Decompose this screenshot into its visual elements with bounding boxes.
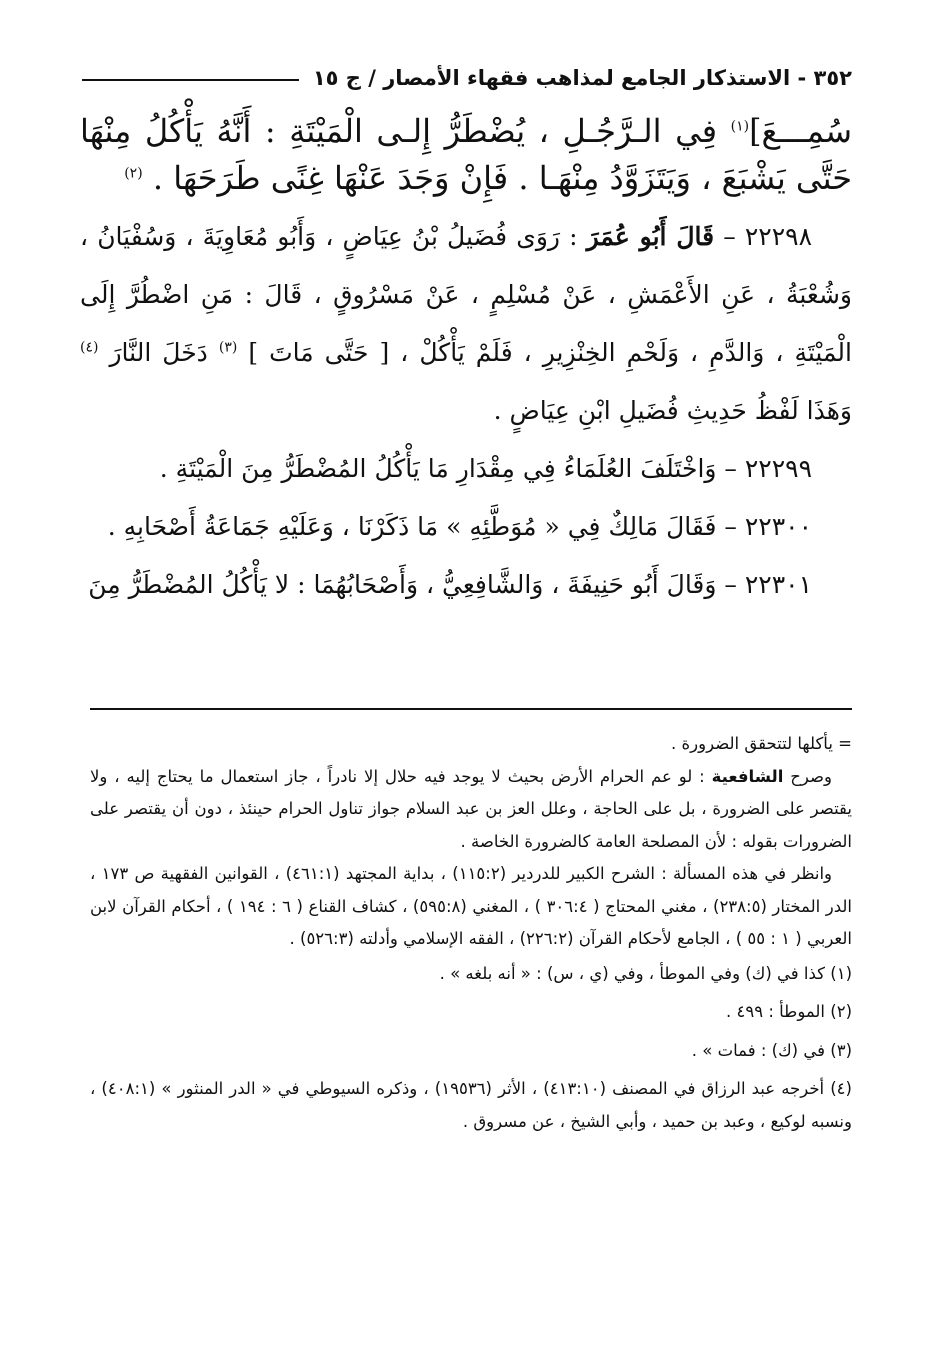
note-text: وصرح	[783, 766, 833, 786]
footnote-2: (٢) الموطأ : ٤٩٩ .	[726, 1002, 852, 1021]
footnote-4: (٤) أخرجه عبد الرزاق في المصنف (٤١٣:١٠) ، الأثر (١٩٥٣٦) ، وذكره السيوطي في « الدر المنثور » (٤٠٨:١) ، ونسبه لوكيع ، وعبد بن حميد ، وأبي الشيخ ، عن مسروق .	[90, 1079, 852, 1131]
opening-text: فِي الـرَّجُـلِ ، يُضْطَرُّ إِلـى الْمَيْتَةِ : أَنَّهُ يَأْكُلُ مِنْهَا حَتَّى يَشْبَعَ ، وَيَتَزَوَّدُ مِنْهَـا . فَإِنْ وَجَدَ عَنْهَا غِنًى طَرَحَهَا .	[80, 112, 852, 197]
footnote-rule	[90, 708, 852, 710]
footnote-ref-3: (٣)	[218, 339, 238, 356]
footnote-1: (١) كذا في (ك) وفي الموطأ ، وفي (ي ، س) : « أنه بلغه » .	[439, 963, 852, 983]
note-bold-term: الشافعية	[711, 766, 784, 786]
note-references: وانظر في هذه المسألة : الشرح الكبير للدردير (١١٥:٢) ، بداية المجتهد (٤٦١:١) ، القوانين الفقهية ص ١٧٣ ، الدر المختار (٢٣٨:٥) ، مغني المحتاج ( ٣٠٦:٤ ) ، المغني (٥٩٥:٨) ، كشاف القناع ( ٦ : ١٩٤ ) ، أحكام القرآن لابن العربي ( ١ : ٥٥ ) ، الجامع لأحكام القرآن (٢٢٦:٢) ، الفقه الإسلامي وأدلته (٥٢٦:٣) .	[90, 864, 852, 948]
main-text	[80, 108, 852, 614]
footnote-3: (٣) في (ك) : فمات » .	[691, 1040, 852, 1060]
footnote-ref-1: (١)	[730, 118, 750, 135]
paragraph-number: ٢٢٢٩٨ –	[714, 222, 812, 251]
footnotes	[90, 728, 852, 1138]
paragraph-text: وَهَذَا لَفْظُ حَدِيثِ فُضَيلِ ابْنِ عِيَاضٍ .	[493, 396, 852, 425]
note-text: : لو عم الحرام الأرض بحيث لا يوجد فيه حلال إلا نادراً ، جاز استعمال ما يحتاج إليه ، ولا يقتصر على الضرورة ، بل على الحاجة ، وعلل العز بن عبد السلام جواز تناول الحرام حينئذ ، دون أن يقتصر على الضرورات بقوله : لأن المصلحة العامة كالضرورة الخاصة .	[90, 766, 852, 851]
note-continuation: = يأكلها لتتحقق الضرورة .	[671, 734, 852, 753]
author-name: قَالَ أَبُو عُمَرَ	[586, 222, 715, 251]
running-header	[82, 58, 852, 98]
paragraph-text: دَخَلَ النَّارَ	[98, 338, 219, 367]
paragraph-22300: ٢٢٣٠٠ – فَقَالَ مَالِكٌ فِي « مُوَطَّئِهِ » مَا ذَكَرْنَا ، وَعَلَيْهِ جَمَاعَةُ أَصْحَابِهِ .	[107, 512, 812, 541]
note-shafii	[90, 761, 852, 859]
opening-word: سُمِـــعَ]	[749, 112, 853, 150]
paragraph-22299: ٢٢٢٩٩ – وَاخْتَلَفَ العُلَمَاءُ فِي مِقْدَارِ مَا يَأْكُلُ المُضْطَرُّ مِنَ الْمَيْتَةِ .	[159, 454, 812, 483]
paragraph-text: : رَوَى فُضَيلُ بْنُ عِيَاضٍ ، وَأَبُو مُعَاوِيَةَ ، وَسُفْيَانُ ، وَشُعْبَةُ ، عَنِ الأَعْمَشِ ، عَنْ مُسْلِمٍ ، عَنْ مَسْرُوقٍ ، قَالَ : مَنِ اضْطُرَّ إِلَى الْمَيْتَةِ ، وَالدَّمِ ، وَلَحْمِ الخِنْزِيرِ ، فَلَمْ يَأْكُلْ ، [ حَتَّى مَاتَ ]	[80, 222, 852, 367]
running-title: ٣٥٢ - الاستذكار الجامع لمذاهب فقهاء الأمصار / ج ١٥	[312, 66, 852, 90]
opening-passage	[80, 108, 852, 202]
header-rule	[82, 79, 299, 81]
paragraph-22301: ٢٢٣٠١ – وَقَالَ أَبُو حَنِيفَةَ ، وَالشَّافِعِيُّ ، وَأَصْحَابُهُمَا : لا يَأْكُلُ المُضْطَرُّ مِنَ	[88, 570, 812, 599]
paragraph-22298	[80, 208, 852, 440]
footnote-ref-4: (٤)	[80, 339, 99, 356]
footnote-ref-2: (٢)	[124, 165, 143, 182]
